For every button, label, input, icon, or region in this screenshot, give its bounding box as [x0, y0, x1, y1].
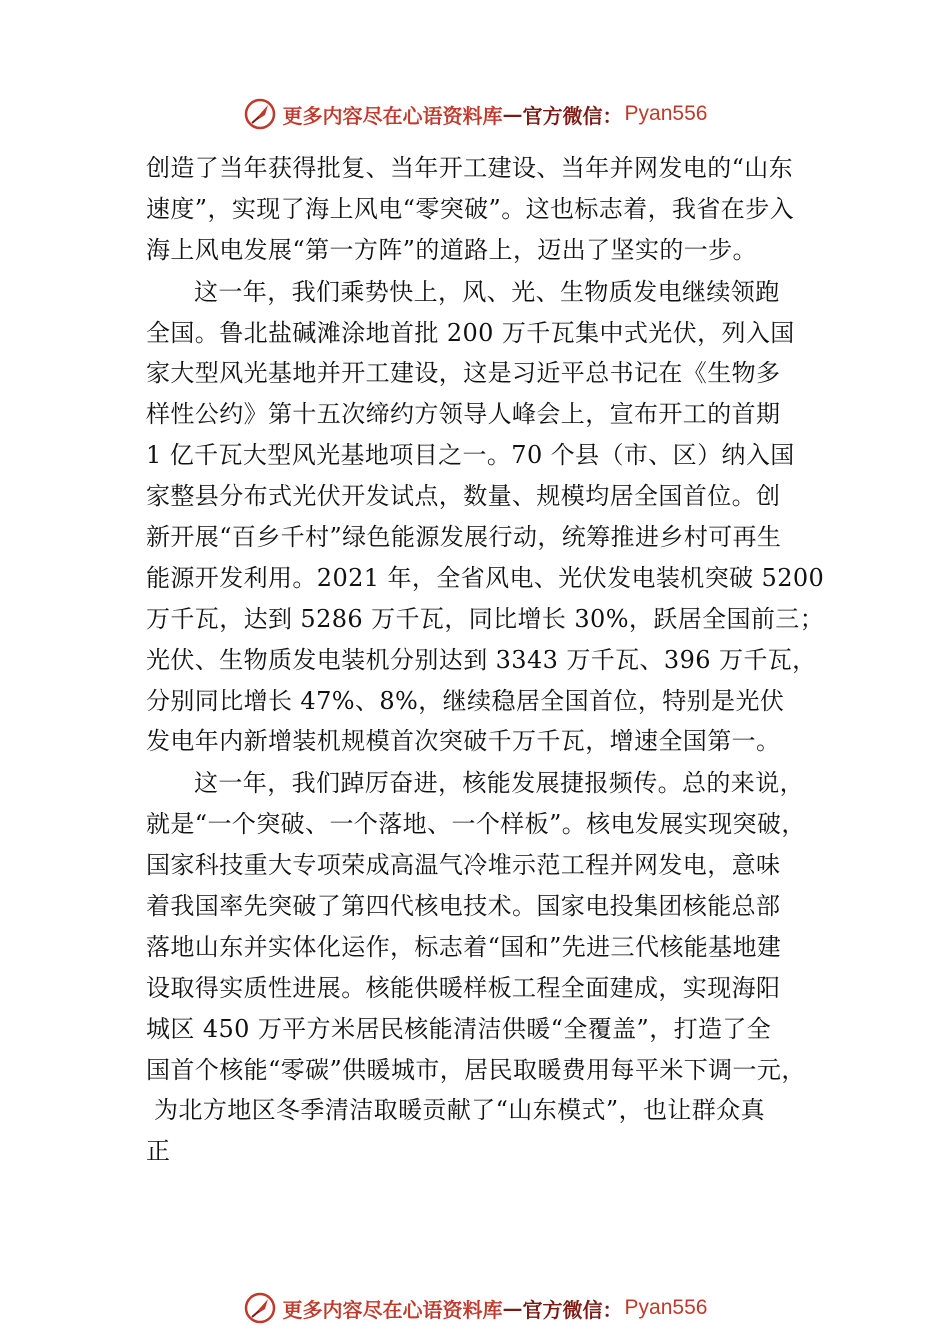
quill-logo-icon: [243, 1291, 277, 1325]
footer-wechat-id: Pyan556: [624, 1296, 708, 1319]
body-line: 为北方地区冬季清洁取暖贡献了“山东模式”，也让群众真: [146, 1096, 765, 1125]
body-line: 国家科技重大专项荣成高温气冷堆示范工程并网发电，意味: [146, 851, 781, 880]
body-line: 光伏、生物质发电装机分别达到 3343 万千瓦、396 万千瓦，: [146, 645, 817, 674]
body-line: 新开展“百乡千村”绿色能源发展行动，统筹推进乡村可再生: [146, 523, 782, 552]
body-line: 这一年，我们踔厉奋进，核能发展捷报频传。总的来说，: [194, 769, 804, 798]
quill-logo-icon: [243, 97, 277, 131]
body-line: 样性公约》第十五次缔约方领导人峰会上，宣布开工的首期: [146, 400, 781, 429]
body-line: 万千瓦，达到 5286 万千瓦，同比增长 30%，跃居全国前三；: [146, 604, 825, 633]
body-line: 设取得实质性进展。核能供暖样板工程全面建成，实现海阳: [146, 973, 781, 1002]
body-line: 速度”，实现了海上风电“零突破”。这也标志着，我省在步入: [146, 194, 795, 223]
body-line: 落地山东并实体化运作，标志着“国和”先进三代核能基地建: [146, 932, 782, 961]
footer-banner: [0, 1288, 950, 1328]
body-line: 着我国率先突破了第四代核电技术。国家电投集团核能总部: [146, 892, 781, 921]
body-line: 这一年，我们乘势快上，风、光、生物质发电继续领跑: [194, 277, 780, 306]
footer-wechat-label: 官方微信：: [522, 1297, 623, 1322]
body-line: 分别同比增长 47%、8%，继续稳居全国首位，特别是光伏: [146, 686, 785, 715]
body-line: 家整县分布式光伏开发试点，数量、规模均居全国首位。创: [146, 482, 781, 511]
footer-brand-text: 更多内容尽在心语资料库: [282, 1297, 503, 1322]
header-wechat-label: 官方微信：: [522, 103, 623, 128]
body-line: 城区 450 万平方米居民核能清洁供暖“全覆盖”，打造了全: [146, 1014, 772, 1043]
body-line: 发电年内新增装机规模首次突破千万千瓦，增速全国第一。: [146, 727, 781, 756]
header-separator: —: [502, 102, 523, 126]
body-line: 正: [146, 1137, 171, 1166]
body-line: 能源开发利用。2021 年，全省风电、光伏发电装机突破 5200: [146, 563, 825, 592]
body-line: 家大型风光基地并开工建设，这是习近平总书记在《生物多: [146, 359, 781, 388]
body-line: 1 亿千瓦大型风光基地项目之一。70 个县（市、区）纳入国: [146, 441, 795, 470]
header-brand-text: 更多内容尽在心语资料库: [282, 103, 503, 128]
document-body: [146, 148, 825, 1172]
body-line: 海上风电发展“第一方阵”的道路上，迈出了坚实的一步。: [146, 235, 757, 264]
body-line: 创造了当年获得批复、当年开工建设、当年并网发电的“山东: [146, 154, 794, 182]
body-line: 国首个核能“零碳”供暖城市，居民取暖费用每平米下调一元，: [146, 1055, 806, 1084]
header-wechat-id: Pyan556: [624, 102, 708, 125]
header-banner: [0, 94, 950, 134]
body-line: 就是“一个突破、一个落地、一个样板”。核电发展实现突破，: [146, 810, 806, 839]
body-line: 全国。鲁北盐碱滩涂地首批 200 万千瓦集中式光伏，列入国: [146, 318, 795, 347]
footer-separator: —: [502, 1296, 523, 1320]
